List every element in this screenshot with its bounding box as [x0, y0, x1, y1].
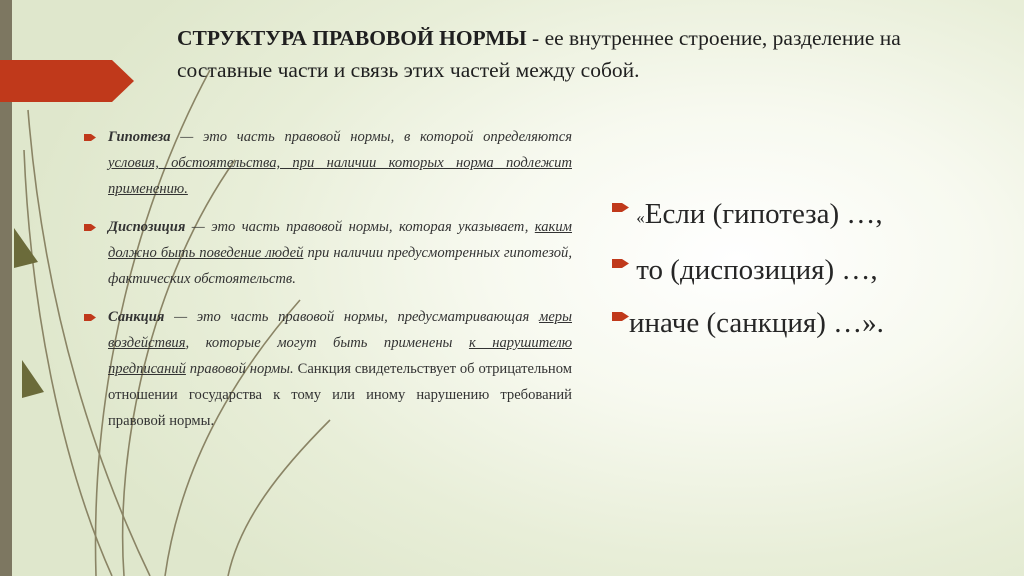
def-disposition-underlined: каким должно быть поведение людей — [108, 219, 572, 261]
term-disposition: Диспозиция — [108, 219, 186, 235]
term-hypothesis: Гипотеза — [108, 129, 171, 145]
list-item-sanction — [84, 304, 572, 434]
def-hypothesis-underlined: условия, обстоятельства, при наличии которых норма подлежит применению. — [108, 155, 572, 197]
formula-item-then — [612, 244, 884, 297]
def-disposition: — это часть правовой нормы, которая указывает, — [185, 219, 535, 235]
formula-item-else — [612, 297, 884, 350]
arrow-bullet-icon — [612, 202, 629, 213]
arrow-bullet-icon — [84, 313, 96, 322]
def-sanction-1: — это часть правовой нормы, предусматривающая — [164, 309, 540, 325]
open-quote: « — [636, 208, 645, 227]
def-hypothesis: — это часть правовой нормы, в которой определяются — [170, 129, 572, 145]
def-sanction-underlined-1: меры воздействия — [108, 309, 572, 351]
arrow-bullet-icon — [612, 311, 629, 322]
list-item-disposition — [84, 214, 572, 292]
arrow-bullet-icon — [612, 258, 629, 269]
def-sanction-2: , которые могут быть применены — [185, 335, 469, 351]
arrow-bullet-icon — [84, 133, 96, 142]
formula-item-if — [612, 188, 884, 244]
def-disposition-tail: при наличии предусмотренных гипотезой, фактических обстоятельств. — [108, 245, 572, 287]
title-bold: СТРУКТУРА ПРАВОВОЙ НОРМЫ — [177, 26, 527, 50]
formula-if: Если (гипотеза) …, — [644, 198, 883, 230]
formula-list — [612, 188, 884, 350]
formula-else: иначе (санкция) …». — [629, 307, 884, 339]
def-sanction-3: правовой нормы. — [185, 361, 294, 377]
formula-then: то (диспозиция) …, — [636, 254, 878, 286]
title-accent-tab — [0, 60, 134, 102]
slide-title — [177, 22, 917, 86]
sanction-note: Санкция свидетельствует об отрицательном отношении государства к тому или иному нарушению требований правовой нормы. — [108, 361, 572, 429]
arrow-bullet-icon — [84, 223, 96, 232]
list-item-hypothesis — [84, 124, 572, 202]
title-rest: - ее внутреннее строение, разделение на составные части и связь этих частей между собой. — [177, 26, 901, 82]
def-sanction-underlined-2: к нарушителю предписаний — [108, 335, 572, 377]
term-sanction: Санкция — [108, 309, 165, 325]
definitions-list — [84, 124, 572, 446]
